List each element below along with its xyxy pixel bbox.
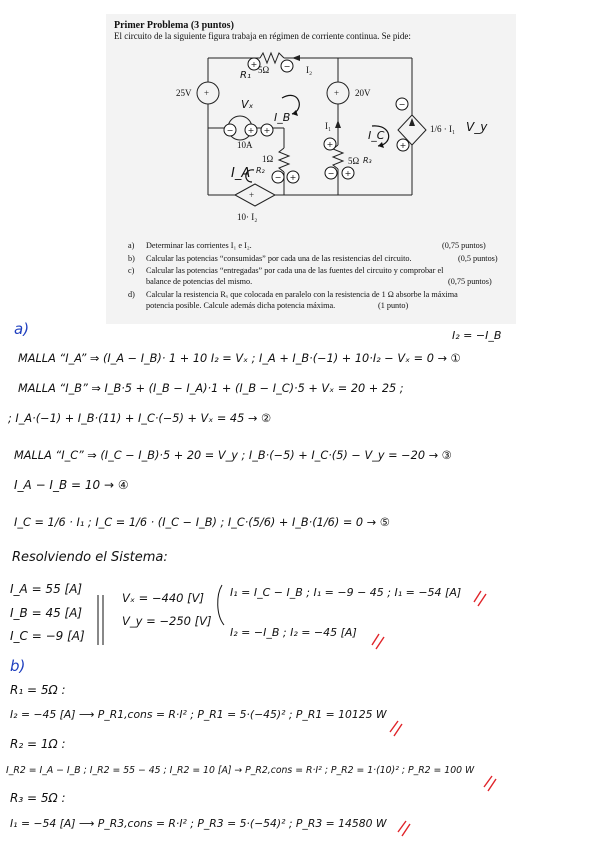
dependent-voltage-source (235, 184, 275, 206)
r2-name: R₂ (256, 166, 265, 175)
power-r1: I₂ = −45 [A] ⟶ P_R1,cons = R·I² ; P_R1 = 5·(−45)² ; P_R1 = 10125 W (10, 708, 387, 721)
question-c-points: (0,75 puntos) (448, 277, 492, 286)
result-ic: I_C = −9 [A] (10, 629, 85, 643)
svg-text:+: + (204, 88, 210, 98)
power-r2: I_R2 = I_A − I_B ; I_R2 = 55 − 45 ; I_R2 = 10 [A] → P_R2,cons = R·I² ; P_R2 = 1·(10)² ; P_R2 = 100 W (6, 765, 475, 776)
i1-label: I₁ (325, 121, 332, 131)
answer-mark-i2 (376, 637, 384, 649)
svg-text:+: + (399, 141, 407, 150)
dep-current-label: 1/6 · I₁ (430, 124, 456, 134)
r1-value: 5Ω (258, 65, 270, 75)
question-b-points: (0,5 puntos) (458, 254, 498, 263)
svg-text:+: + (326, 140, 334, 149)
equation-1: MALLA “I_A” ⇒ (I_A − I_B)· 1 + 10 I₂ = Vₓ ; I_A + I_B·(−1) + 10·I₂ − Vₓ = 0 → ① (18, 352, 461, 365)
result-vx: Vₓ = −440 [V] (122, 591, 204, 605)
part-a-label: a) (14, 320, 30, 338)
note-i2: I₂ = −I_B (452, 329, 502, 342)
svg-text:−: − (398, 100, 406, 109)
resolve-heading: Resolviendo el Sistema: (12, 550, 168, 565)
dep-voltage-label: 10· I₂ (237, 212, 258, 222)
dep-source-arrow (409, 118, 415, 126)
question-a-points: (0,75 puntos) (442, 241, 486, 250)
equation-2: MALLA “I_B” ⇒ I_B·5 + (I_B − I_A)·1 + (I_B − I_C)·5 + Vₓ = 20 + 25 ; (18, 382, 404, 395)
answer-mark-i1 (478, 594, 486, 606)
question-a-text: Determinar las corrientes I₁ e I₂. (146, 241, 252, 250)
svg-text:+: + (344, 169, 352, 178)
r3-heading: R₃ = 5Ω : (10, 791, 66, 805)
equation-4: I_A − I_B = 10 → ④ (14, 478, 129, 492)
result-ia: I_A = 55 [A] (10, 582, 83, 596)
question-d-points: (1 punto) (378, 301, 409, 310)
20v-label: 20V (355, 88, 371, 98)
i2-label: I₂ (306, 65, 313, 75)
question-b-letter: b) (128, 254, 135, 263)
equation-5: I_C = 1/6 · I₁ ; I_C = 1/6 · (I_C − I_B) ; I_C·(5/6) + I_B·(1/6) = 0 → ⑤ (14, 516, 390, 529)
svg-text:+: + (289, 173, 297, 182)
vy-label: V_y (466, 120, 488, 134)
resistor-r2 (279, 148, 289, 172)
question-d-letter: d) (128, 290, 135, 299)
result-ib: I_B = 45 [A] (10, 606, 83, 620)
result-vy: V_y = −250 [V] (122, 614, 212, 628)
question-b-text: Calcular las potencias “consumidas” por cada una de las resistencias del circuito. (146, 254, 412, 263)
1ohm-label: 1Ω (262, 154, 274, 164)
question-c-text: Calcular las potencias “entregadas” por cada una de las fuentes del circuito y comprobar el (146, 266, 444, 275)
problem-title: Primer Problema (3 puntos) (114, 20, 234, 31)
equation-3: MALLA “I_C” ⇒ (I_C − I_B)·5 + 20 = V_y ; I_B·(−5) + I_C·(5) − V_y = −20 → ③ (14, 449, 452, 462)
ia-label: I_A (231, 166, 251, 181)
svg-text:−: − (274, 173, 282, 182)
result-i1: I₁ = I_C − I_B ; I₁ = −9 − 45 ; I₁ = −54 [A] (230, 586, 462, 599)
svg-text:+: + (249, 190, 255, 200)
svg-text:+: + (334, 88, 340, 98)
svg-text:+: + (250, 60, 258, 69)
10a-label: 10A (237, 140, 253, 150)
r1-name: R₁ (240, 70, 251, 81)
vx-label: Vₓ (241, 98, 254, 111)
svg-text:+: + (247, 126, 255, 135)
resistor-r1 (260, 53, 284, 63)
brace (218, 585, 224, 625)
svg-text:−: − (226, 126, 234, 135)
i2-arrow (292, 55, 300, 61)
i1-arrow (335, 120, 341, 128)
5ohm-label: 5Ω (348, 156, 360, 166)
svg-text:+: + (263, 126, 271, 135)
question-c-letter: c) (128, 266, 135, 275)
equation-2b: ; I_A·(−1) + I_B·(11) + I_C·(−5) + Vₓ = 45 → ② (8, 412, 272, 425)
r3-name: R₃ (363, 156, 372, 165)
question-a-letter: a) (128, 241, 135, 250)
25v-label: 25V (176, 88, 192, 98)
question-d-text: Calcular la resistencia Rₓ que colocada en paralelo con la resistencia de 1 Ω absorbe la máxima (146, 290, 458, 299)
question-d-text2: potencia posible. Calcule además dicha potencia máxima. (146, 301, 336, 310)
problem-intro: El circuito de la siguiente figura trabaja en régimen de corriente continua. Se pide: (114, 31, 411, 41)
svg-text:−: − (327, 169, 335, 178)
result-i2: I₂ = −I_B ; I₂ = −45 [A] (230, 626, 357, 639)
r2-heading: R₂ = 1Ω : (10, 737, 66, 751)
ic-label: I_C (368, 129, 385, 142)
power-r3: I₁ = −54 [A] ⟶ P_R3,cons = R·I² ; P_R3 = 5·(−54)² ; P_R3 = 14580 W (10, 817, 387, 830)
r1-heading: R₁ = 5Ω : (10, 683, 66, 697)
part-b-label: b) (10, 657, 26, 675)
ib-label: I_B (274, 111, 291, 124)
svg-text:−: − (283, 62, 291, 71)
question-c-text2: balance de potencias del mismo. (146, 277, 253, 286)
